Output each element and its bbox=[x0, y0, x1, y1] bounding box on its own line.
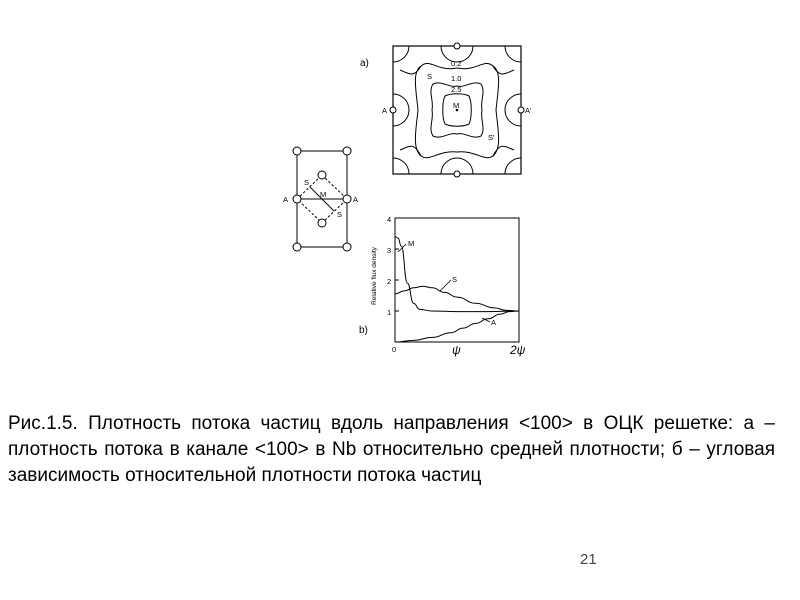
atom-dot bbox=[518, 107, 524, 113]
curve-label-S: S bbox=[452, 275, 458, 284]
lattice-atom bbox=[293, 243, 301, 251]
y-tick-label: 1 bbox=[387, 308, 392, 317]
label-leader bbox=[398, 244, 406, 252]
corner-contour bbox=[505, 46, 521, 62]
lattice-label-A: A bbox=[353, 195, 359, 204]
curves-group bbox=[395, 237, 519, 342]
point-label-A: A bbox=[382, 106, 388, 115]
lattice-atom bbox=[343, 195, 351, 203]
lattice-diagram bbox=[283, 147, 358, 251]
point-label-S: S bbox=[427, 72, 433, 81]
y-tick-label: 2 bbox=[387, 277, 392, 286]
panel-a-label: a) bbox=[360, 58, 369, 69]
series-line-A bbox=[395, 311, 519, 342]
contour-branch bbox=[493, 146, 514, 156]
curve-label-A: A bbox=[491, 318, 497, 327]
series-line-S bbox=[395, 286, 519, 311]
y-axis-label: Relative flux density bbox=[371, 247, 378, 305]
lattice-atom bbox=[293, 147, 301, 155]
y-tick-label: 4 bbox=[387, 215, 392, 224]
figure-caption: Рис.1.5. Плотность потока частиц вдоль направления <100> в ОЦК решетке: а – плотность потока в канале <100> в Nb относительно средней плотности; б – угловая зависимость относительной плотности потока частиц bbox=[8, 413, 775, 486]
panel-b-label: b) bbox=[359, 325, 368, 336]
contour-label: 2.5 bbox=[451, 85, 462, 94]
lattice-label-A: A bbox=[283, 195, 289, 204]
point-label-A-prime: A' bbox=[525, 106, 532, 115]
y-tick-label: 3 bbox=[387, 246, 392, 255]
atom-dot bbox=[454, 43, 460, 49]
contour-branch bbox=[493, 66, 514, 74]
lattice-atom bbox=[343, 147, 351, 155]
lattice-label-S: S bbox=[337, 210, 343, 219]
curve-label-M: M bbox=[408, 239, 415, 248]
contour-label: 0.2 bbox=[451, 59, 462, 68]
lattice-label-M: M bbox=[320, 190, 327, 199]
point-label-S-prime: S' bbox=[488, 133, 495, 142]
contour-branch bbox=[400, 146, 421, 156]
page-number: 21 bbox=[580, 551, 597, 568]
point-label-M: M bbox=[453, 101, 460, 110]
corner-contour bbox=[393, 46, 409, 62]
x-tick-label-zero: 0 bbox=[392, 345, 397, 354]
lattice-atom bbox=[343, 243, 351, 251]
atom-dot bbox=[390, 107, 396, 113]
contour-label: 1.0 bbox=[451, 74, 462, 83]
lattice-label-S: S bbox=[304, 178, 310, 187]
x-tick-label-psi: ψ bbox=[452, 343, 461, 357]
panel-b bbox=[359, 215, 526, 357]
lattice-atom bbox=[318, 171, 326, 179]
lattice-atom bbox=[293, 195, 301, 203]
lattice-atom bbox=[318, 219, 326, 227]
corner-contour bbox=[505, 158, 521, 174]
panel-a bbox=[360, 43, 532, 177]
contour-branch bbox=[400, 66, 421, 74]
corner-contour bbox=[393, 158, 409, 174]
label-leader bbox=[440, 280, 451, 291]
x-tick-label-2psi: 2ψ bbox=[510, 343, 526, 357]
atom-dot bbox=[454, 171, 460, 177]
